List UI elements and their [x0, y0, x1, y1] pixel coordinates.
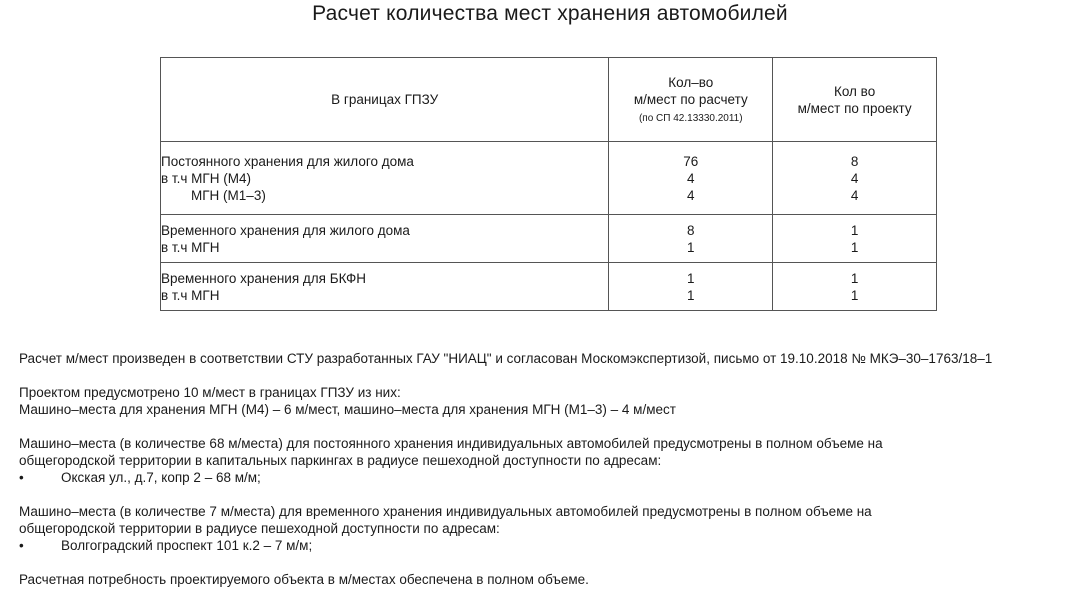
note-permanent-line2: общегородской территории в капитальных паркингах в радиусе пешеходной доступности по адресам: — [19, 453, 662, 468]
bullet-icon: • — [19, 538, 24, 553]
row-project — [773, 142, 937, 215]
list-item — [19, 537, 1077, 554]
row-project — [773, 215, 937, 263]
row-label-line: Постоянного хранения для жилого дома — [161, 153, 414, 169]
table-row — [161, 263, 937, 311]
project-value: 1 — [850, 222, 859, 238]
note-permanent-line1: Машино–места (в количестве 68 м/места) для постоянного хранения индивидуальных автомобилей предусмотрены в полном объеме на — [19, 436, 883, 451]
row-label-line: Временного хранения для БКФН — [161, 270, 366, 286]
project-value: 4 — [850, 187, 859, 203]
parking-table — [160, 57, 937, 311]
note-approval: Расчет м/мест произведен в соответствии СТУ разработанных ГАУ "НИАЦ" и согласован Москомэкспертизой, письмо от 19.10.2018 № МКЭ–30–1763/18–1 — [19, 351, 993, 366]
project-value: 4 — [850, 170, 859, 186]
project-value: 1 — [850, 287, 859, 303]
notes-section — [19, 350, 1077, 588]
row-label — [161, 263, 609, 311]
header-calc-line2: м/мест по расчету — [633, 91, 748, 107]
table-row — [161, 215, 937, 263]
project-value: 1 — [850, 239, 859, 255]
calc-value: 1 — [687, 287, 695, 303]
row-calc — [609, 215, 773, 263]
header-area: В границах ГПЗУ — [161, 58, 609, 142]
row-project — [773, 263, 937, 311]
note-temporary-line1: Машино–места (в количестве 7 м/места) для временного хранения индивидуальных автомобилей предусмотрены в полном объеме на — [19, 504, 872, 519]
bullet-icon: • — [19, 470, 24, 485]
note-mgn-breakdown: Машино–места для хранения МГН (М4) – 6 м/мест, машино–места для хранения МГН (М1–3) – 4 м/мест — [19, 402, 676, 417]
calc-value: 4 — [687, 170, 695, 186]
row-label — [161, 142, 609, 215]
calc-value: 1 — [687, 270, 695, 286]
calc-value: 4 — [687, 187, 695, 203]
row-label-line: Временного хранения для жилого дома — [161, 222, 410, 238]
address-temporary: Волгоградский проспект 101 к.2 – 7 м/м; — [61, 538, 313, 553]
row-calc — [609, 263, 773, 311]
note-total: Проектом предусмотрено 10 м/мест в границах ГПЗУ из них: — [19, 385, 401, 400]
page-title: Расчет количества мест хранения автомобилей — [312, 2, 788, 25]
table-row — [161, 142, 937, 215]
note-temporary-line2: общегородской территории в радиусе пешеходной доступности по адресам: — [19, 521, 500, 536]
header-calc — [609, 58, 773, 142]
address-permanent: Окская ул., д.7, копр 2 – 68 м/м; — [61, 470, 261, 485]
row-label-line: МГН (М1–3) — [191, 187, 266, 203]
header-project-line1: Кол во — [833, 83, 876, 99]
note-conclusion: Расчетная потребность проектируемого объекта в м/местах обеспечена в полном объеме. — [19, 572, 589, 587]
row-label — [161, 215, 609, 263]
row-label-line: в т.ч МГН — [161, 287, 220, 303]
project-value: 1 — [850, 270, 859, 286]
calc-value: 1 — [687, 239, 695, 255]
header-project-line2: м/мест по проекту — [797, 100, 912, 116]
project-value: 8 — [850, 153, 859, 169]
calc-value: 8 — [687, 222, 695, 238]
table-header-row — [161, 58, 937, 142]
row-label-line: в т.ч МГН — [161, 239, 220, 255]
header-calc-note: (по СП 42.13330.2011) — [638, 112, 743, 124]
header-project — [773, 58, 937, 142]
calc-value: 76 — [683, 153, 699, 169]
row-label-line: в т.ч МГН (М4) — [161, 170, 251, 186]
row-calc — [609, 142, 773, 215]
list-item — [19, 469, 1077, 486]
header-calc-line1: Кол–во — [668, 74, 714, 90]
